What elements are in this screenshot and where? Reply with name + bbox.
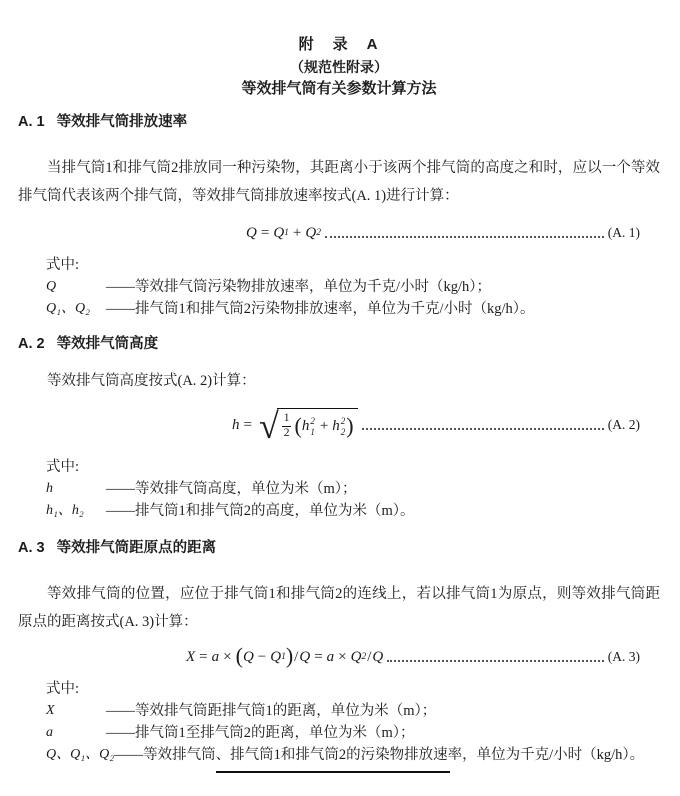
subscript: 2	[316, 228, 321, 238]
section-a3-paragraph: 等效排气筒的位置，应位于排气筒1和排气筒2的连线上，若以排气筒1为原点，则等效排气筒距原点的距离按式(A. 3)计算：	[18, 586, 660, 630]
equation-number-a3: (A. 3)	[607, 649, 640, 664]
definition-symbol: Q、Q₁、Q₂	[46, 747, 115, 762]
plus-operator: +	[319, 418, 329, 434]
subscript: 1	[284, 228, 289, 238]
times-operator: ×	[338, 648, 347, 665]
definition-text: ——排气筒1和排气筒2的高度，单位为米（m）。	[106, 503, 415, 519]
var: Q	[350, 648, 362, 665]
var: a	[211, 648, 220, 665]
definition-symbol: a	[46, 725, 53, 740]
superscript: 2	[340, 416, 346, 427]
var: Q	[246, 224, 257, 241]
formula-a1	[246, 225, 321, 242]
subscript: 1	[281, 652, 286, 662]
section-a1-number: A. 1	[18, 114, 45, 130]
definition-row	[46, 276, 660, 298]
equals-operator: =	[199, 648, 208, 665]
close-paren: )	[285, 643, 294, 668]
definition-row	[46, 722, 660, 744]
open-paren: (	[294, 412, 302, 438]
fraction-denominator: 2	[283, 427, 290, 439]
section-a3-number: A. 3	[18, 540, 45, 556]
definition-symbol: Q	[46, 279, 57, 294]
dotted-leader	[387, 660, 604, 662]
end-of-text-rule	[216, 771, 450, 773]
section-a1-paragraph: 当排气筒1和排气筒2排放同一种污染物，其距离小于该两个排气筒的高度之和时，应以一个等效排气筒代表该两个排气筒，等效排气筒排放速率按式(A. 1)进行计算：	[18, 160, 660, 204]
definition-row	[46, 700, 660, 722]
section-a3-title: 等效排气筒距原点的距离	[56, 540, 217, 556]
var: Q	[305, 224, 317, 241]
formula-a3-row	[186, 644, 640, 670]
sup-sub-stack	[341, 416, 346, 437]
square-root	[258, 405, 358, 446]
section-a3-heading	[18, 539, 660, 558]
plus-operator: +	[292, 224, 302, 241]
section-a1-title: 等效排气筒排放速率	[56, 114, 188, 130]
fraction-numerator: 1	[282, 412, 292, 427]
equation-number-a2: (A. 2)	[607, 417, 640, 432]
var: Q	[299, 648, 311, 665]
dotted-leader	[325, 236, 604, 238]
definition-text: ——等效排气筒高度，单位为米（m）；	[106, 481, 357, 497]
section-a2-heading	[18, 335, 660, 354]
definition-text: ——等效排气筒、排气筒1和排气筒2的污染物排放速率，单位为千克/小时（kg/h）。	[114, 747, 645, 763]
definition-row	[46, 744, 660, 766]
definition-text: ——排气筒1至排气筒2的距离，单位为米（m）；	[106, 725, 415, 741]
title-block	[18, 34, 660, 100]
definition-row	[46, 298, 660, 320]
var: Q	[270, 648, 282, 665]
definition-row	[46, 478, 660, 500]
formula-a2	[232, 405, 358, 446]
var: Q	[273, 224, 285, 241]
fraction-one-half	[282, 412, 292, 441]
definition-symbol: X	[46, 703, 55, 718]
divide-operator: /	[367, 648, 372, 665]
var: h	[232, 416, 240, 433]
divide-operator: /	[294, 648, 299, 665]
definition-text: ——等效排气筒距排气筒1的距离，单位为米（m）；	[106, 703, 437, 719]
section-a2-intro: 等效排气筒高度按式(A. 2)计算：	[47, 373, 256, 389]
section-a1-heading	[18, 113, 660, 132]
radical-sign: √	[258, 405, 279, 446]
where-label: 式中:	[46, 681, 80, 697]
var: Q	[372, 648, 384, 665]
subscript: 2	[340, 426, 346, 437]
var: h	[301, 418, 310, 434]
definition-symbol: h	[46, 481, 53, 496]
section-a2-number: A. 2	[18, 336, 45, 352]
var: a	[326, 648, 335, 665]
sup-sub-stack	[310, 416, 315, 437]
equals-operator: =	[314, 648, 323, 665]
definition-symbol: h₁、h₂	[46, 503, 84, 518]
formula-a1-row	[246, 220, 640, 246]
equals-operator: =	[243, 416, 252, 433]
appendix-title: 附 录 A	[298, 36, 380, 53]
dotted-leader	[362, 428, 604, 430]
appendix-subject-title: 等效排气筒有关参数计算方法	[241, 80, 437, 97]
definition-text: ——排气筒1和排气筒2污染物排放速率，单位为千克/小时（kg/h）。	[106, 301, 535, 317]
close-paren: )	[346, 412, 354, 438]
definition-row	[46, 500, 660, 522]
definition-text: ——等效排气筒污染物排放速率，单位为千克/小时（kg/h）；	[106, 279, 492, 295]
formula-a3	[186, 643, 384, 668]
var: h	[332, 418, 340, 434]
subscript: 1	[310, 426, 315, 437]
equals-operator: =	[260, 224, 270, 241]
open-paren: (	[235, 643, 243, 668]
var: Q	[242, 648, 254, 665]
definition-symbol: Q₁、Q₂	[46, 301, 90, 316]
subscript: 2	[361, 652, 367, 662]
equation-number-a1: (A. 1)	[607, 225, 640, 240]
var: X	[186, 648, 196, 665]
appendix-type-label: （规范性附录）	[290, 59, 388, 75]
radicand	[277, 408, 358, 443]
times-operator: ×	[223, 648, 232, 665]
superscript: 2	[310, 416, 315, 427]
formula-a2-row	[232, 402, 640, 448]
where-label: 式中:	[46, 257, 80, 273]
section-a2-title: 等效排气筒高度	[56, 336, 159, 352]
where-label: 式中:	[46, 459, 80, 475]
minus-operator: −	[257, 648, 267, 665]
